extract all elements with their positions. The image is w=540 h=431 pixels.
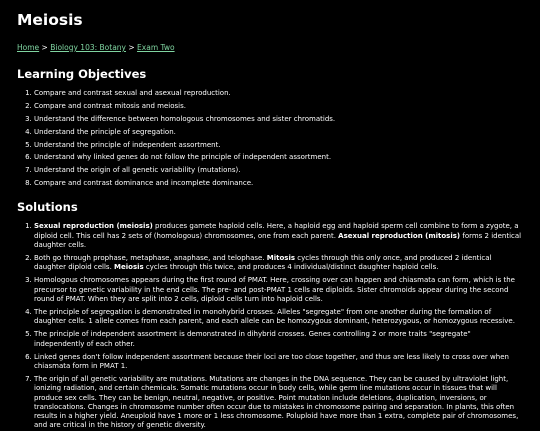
objective-item: 1. Compare and contrast sexual and asexual reproduction. xyxy=(34,89,523,98)
bold-term: Asexual reproduction (mitosis) xyxy=(338,231,461,240)
solution-item: 5. The principle of independent assortment is demonstrated in dihybrid crosses. Genes controlling 2 or more traits "segregate" independently of each other. xyxy=(34,330,523,348)
solution-text: cycles through this only once, and produced 2 identical daughter diploid cells. xyxy=(34,254,492,272)
solution-item: 4. The principle of segregation is demonstrated in monohybrid crosses. Alleles "segregate" from one another during the formation of daughter cells. 1 allele comes from each parent, and each allele can be homozygous dominant, heterozygous, or homozygous recessive. xyxy=(34,308,523,326)
breadcrumb-course-link[interactable]: Biology 103: Botany xyxy=(50,43,126,52)
solution-item xyxy=(34,254,523,272)
solution-item: 3. Homologous chromosomes appears during the first round of PMAT. Here, crossing over can happen and chiasmata can form, which is the precursor to genetic variability in the end cells. The pre- and post-PMAT 1 cells are diploids. Sister chromoids appear during the second round of PMAT. When they are split into 2 cells, diploid cells turn into haploid cells. xyxy=(34,276,523,304)
solution-text: cycles through this twice, and produces 4 individual/distinct daughter haploid cells. xyxy=(143,263,439,272)
breadcrumb-separator: > xyxy=(39,43,51,52)
breadcrumb-exam-link[interactable]: Exam Two xyxy=(137,43,175,52)
solution-text: produces gamete haploid cells. Here, a haploid egg and haploid sperm cell combine to form a zygote, a diploid cell. This cell has 2 sets of (homologous) chromosomes, one from each parent. xyxy=(34,222,519,240)
solution-text: Both go through prophase, metaphase, anaphase, and telophase. xyxy=(34,254,267,263)
solutions-list xyxy=(17,222,523,430)
objectives-heading: Learning Objectives xyxy=(17,67,147,81)
objective-item: 5. Understand the principle of independent assortment. xyxy=(34,141,523,150)
solution-item xyxy=(34,222,523,250)
objective-item: 2. Compare and contrast mitosis and meiosis. xyxy=(34,102,523,111)
solution-item: 7. The origin of all genetic variability are mutations. Mutations are changes in the DNA sequence. They can be caused by ultraviolet light, ionizing radiation, and certain chemicals. Somatic mutations occur in body cells, while germ line mutations occur in tissues that will produce sex cells. They can be benign, neutral, negative, or positive. Point mutation include deletions, duplication, inversions, or translocations. Changes in chromosome number often occur due to mistakes in chromosome pairing and separation. In plants, this often results in a higher yield. Aneuploid have 1 more or 1 less chromosome. Poluploid have more than 1 extra, complete pair of chromosomes, and are critical in the history of genetic diversity. xyxy=(34,375,523,430)
objective-item: 6. Understand why linked genes do not follow the principle of independent assortment. xyxy=(34,153,523,162)
objectives-list xyxy=(17,89,523,188)
breadcrumb-separator: > xyxy=(125,43,138,52)
breadcrumb xyxy=(17,43,523,53)
bold-term: Mitosis xyxy=(266,254,296,263)
objective-item: 8. Compare and contrast dominance and incomplete dominance. xyxy=(34,179,523,188)
solution-item: 6. Linked genes don't follow independent assortment because their loci are too close together, and thus are less likely to cross over when chiasmata form in PMAT 1. xyxy=(34,353,523,371)
solution-text: forms 2 identical daughter cells. xyxy=(34,231,522,249)
bold-term: Sexual reproduction (meiosis) xyxy=(34,222,153,231)
breadcrumb-home-link[interactable]: Home xyxy=(17,43,40,52)
objective-item: 4. Understand the principle of segregation. xyxy=(34,128,523,137)
objective-item: 3. Understand the difference between homologous chromosomes and sister chromatids. xyxy=(34,115,523,124)
solutions-heading: Solutions xyxy=(17,200,78,215)
bold-term: Meiosis xyxy=(114,263,144,272)
objective-item: 7. Understand the origin of all genetic variability (mutations). xyxy=(34,166,523,175)
page-title: Meiosis xyxy=(17,11,83,29)
